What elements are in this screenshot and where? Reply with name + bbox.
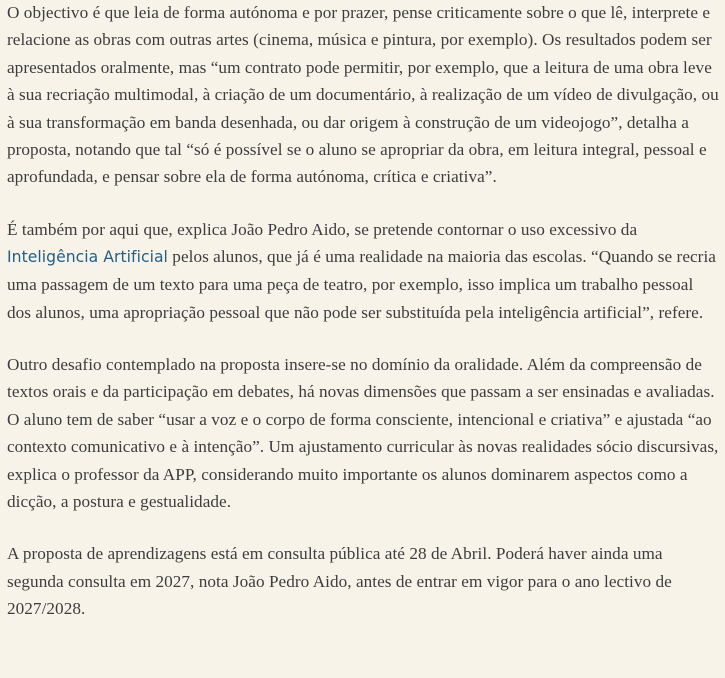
paragraph-artificial-intelligence — [7, 216, 719, 327]
article-body — [7, 0, 719, 647]
paragraph-text-end: pelos alunos, que já é uma realidade na maioria das escolas. “Quando se recria uma passagem de um texto para uma peça de teatro, por exemplo, isso implica um trabalho pessoal dos alunos, uma apropriação pessoal que não pode ser substituída pela inteligência artificial”, refere. — [7, 247, 716, 322]
artificial-intelligence-link[interactable]: Inteligência Artificial — [7, 248, 168, 267]
paragraph-text-start: É também por aqui que, explica João Pedro Aido, se pretende contornar o uso excessivo da — [7, 219, 638, 239]
paragraph-reading-objective: O objectivo é que leia de forma autónoma e por prazer, pense criticamente sobre o que lê, interprete e relacione as obras com outras artes (cinema, música e pintura, por exemplo). Os resultados podem ser apresentados oralmente, mas “um contrato pode permitir, por exemplo, que a leitura de uma obra leve à sua recriação multimodal, à criação de um documentário, à realização de um vídeo de divulgação, ou à sua transformação em banda desenhada, ou dar origem à construção de um videojogo”, detalha a proposta, notando que tal “só é possível se o aluno se apropriar da obra, em leitura integral, pessoal e aprofundada, e pensar sobre ela de forma autónoma, crítica e criativa”. — [7, 3, 719, 187]
paragraph-public-consultation: A proposta de aprendizagens está em consulta pública até 28 de Abril. Poderá haver ainda uma segunda consulta em 2027, nota João Pedro Aido, antes de entrar em vigor para o ano lectivo de 2027/2028. — [7, 544, 672, 619]
paragraph-orality: Outro desafio contemplado na proposta insere-se no domínio da oralidade. Além da compreensão de textos orais e da participação em debates, há novas dimensões que passam a ser ensinadas e avaliadas. O aluno tem de saber “usar a voz e o corpo de forma consciente, intencional e criativa” e ajustada “ao contexto comunicativo e à intenção”. Um ajustamento curricular às novas realidades sócio discursivas, explica o professor da APP, considerando muito importante os alunos dominarem aspectos como a dicção, a postura e gestualidade. — [7, 355, 719, 512]
